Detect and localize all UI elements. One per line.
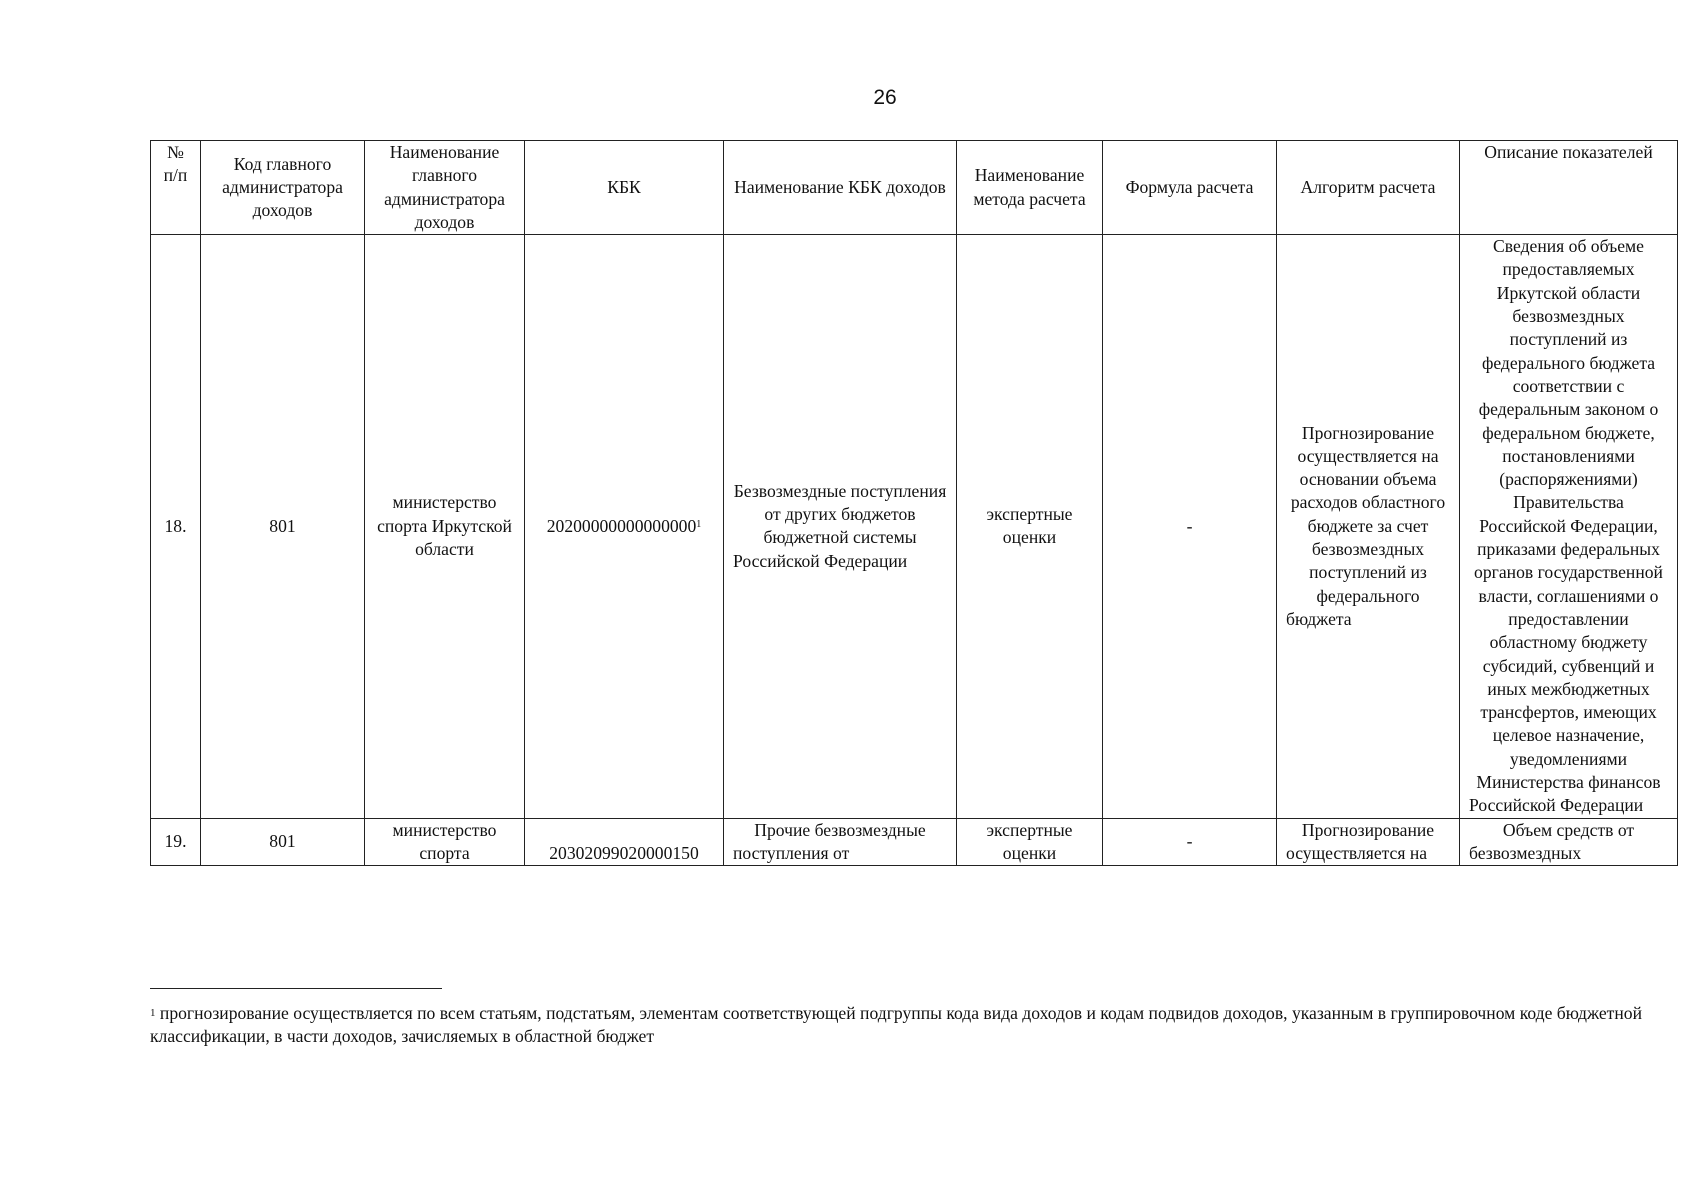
cell-admin-code: 801 [201, 235, 365, 818]
header-algorithm: Алгоритм расчета [1277, 141, 1460, 235]
table-row [151, 235, 1678, 818]
table-row [151, 818, 1678, 866]
table-header-row [151, 141, 1678, 235]
footnote-divider [150, 988, 442, 989]
cell-algorithm: Прогнозирование осуществляется на основании объема расходов областного бюджете за счет безвозмездных поступлений из федерального бюджета [1277, 235, 1460, 818]
header-method: Наименование метода расчета [957, 141, 1103, 235]
cell-admin-code: 801 [201, 818, 365, 866]
footnote-marker: 1 [150, 1007, 156, 1019]
cell-algorithm: Прогнозирование осуществляется на [1277, 818, 1460, 866]
page-number: 26 [873, 86, 897, 109]
header-admin-name: Наименование главного администратора доходов [365, 141, 525, 235]
cell-formula: - [1103, 235, 1277, 818]
footnote [150, 1002, 1680, 1048]
header-num: № п/п [151, 141, 201, 235]
kbk-code: 20200000000000000 [546, 515, 697, 536]
cell-kbk [525, 235, 724, 818]
footnote-ref[interactable]: 1 [696, 518, 702, 530]
cell-kbk-name: Безвозмездные поступления от других бюджетов бюджетной системы Российской Федерации [724, 235, 957, 818]
income-forecast-table [150, 140, 1678, 866]
header-formula: Формула расчета [1103, 141, 1277, 235]
cell-method: экспертные оценки [957, 818, 1103, 866]
footnote-text: прогнозирование осуществляется по всем статьям, подстатьям, элементам соответствующей подгруппы кода вида доходов и кодам подвидов доходов, указанным в группировочном коде бюджетной классификации, в части доходов, зачисляемых в областной бюджет [150, 1003, 1642, 1046]
header-kbk-name: Наименование КБК доходов [724, 141, 957, 235]
cell-admin-name: министерство спорта Иркутской области [365, 235, 525, 818]
cell-kbk: 20302099020000150 [525, 818, 724, 866]
header-kbk: КБК [525, 141, 724, 235]
cell-formula: - [1103, 818, 1277, 866]
header-description: Описание показателей [1460, 141, 1678, 235]
cell-method: экспертные оценки [957, 235, 1103, 818]
cell-admin-name: министерство спорта [365, 818, 525, 866]
cell-kbk-name: Прочие безвозмездные поступления от [724, 818, 957, 866]
cell-num: 19. [151, 818, 201, 866]
cell-num: 18. [151, 235, 201, 818]
header-admin-code: Код главного администратора доходов [201, 141, 365, 235]
cell-description: Объем средств от безвозмездных [1460, 818, 1678, 866]
cell-description: Сведения об объеме предоставляемых Иркутской области безвозмездных поступлений из федерального бюджета соответствии с федеральным законом о федеральном бюджете, постановлениями (распоряжениями) Правительства Российской Федерации, приказами федеральных органов государственной власти, соглашениями о предоставлении областному бюджету субсидий, субвенций и иных межбюджетных трансфертов, имеющих целевое назначение, уведомлениями Министерства финансов Российской Федерации [1460, 235, 1678, 818]
